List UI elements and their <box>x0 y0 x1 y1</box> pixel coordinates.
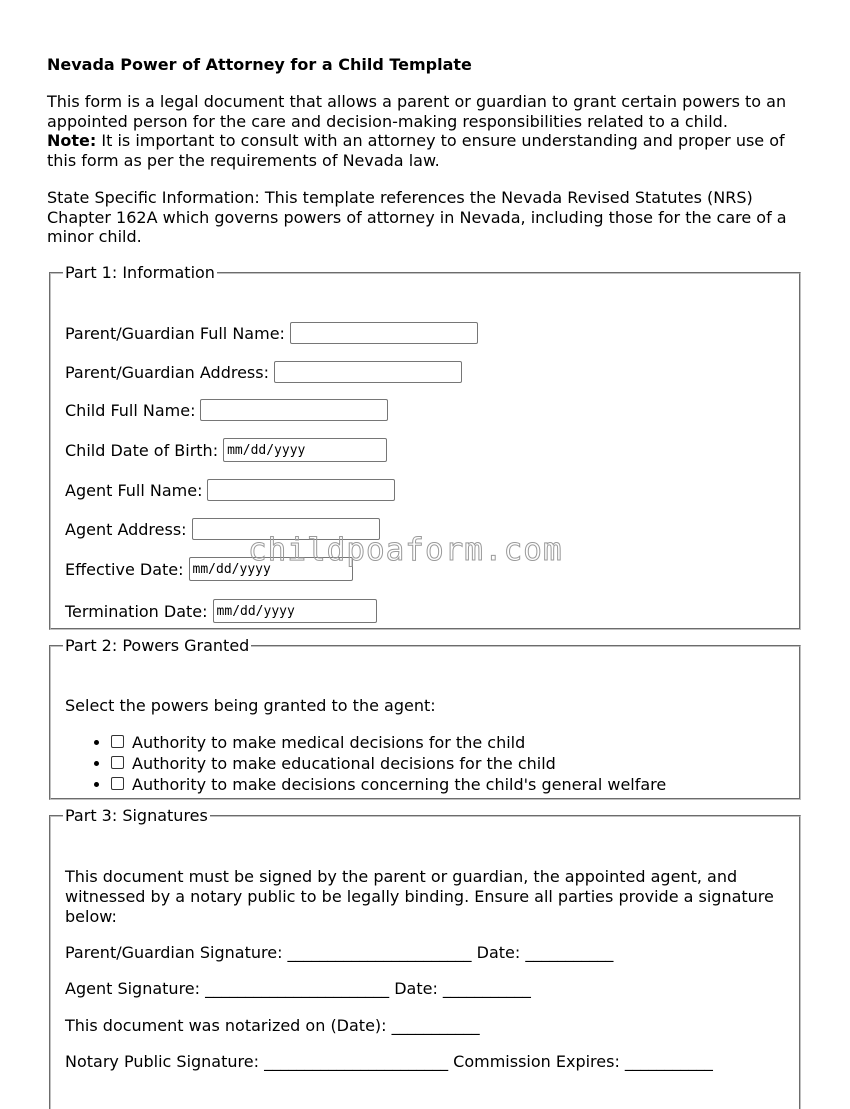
part1-fieldset <box>49 264 801 630</box>
parent-address-input[interactable] <box>274 361 462 383</box>
welfare-checkbox[interactable] <box>111 777 124 790</box>
child-dob-label: Child Date of Birth: <box>65 440 219 460</box>
note-label: Note: <box>47 131 97 151</box>
child-dob-row <box>65 438 387 462</box>
parent-address-row <box>65 361 462 383</box>
list-item <box>111 774 666 795</box>
part2-legend: Part 2: Powers Granted <box>65 636 250 655</box>
termination-date-label: Termination Date: <box>65 601 208 621</box>
power-label: Authority to make medical decisions for the child <box>132 733 526 752</box>
notarized-date-line: This document was notarized on (Date): ___________ <box>65 1016 480 1035</box>
parent-name-input[interactable] <box>290 322 478 344</box>
power-label: Authority to make educational decisions for the child <box>132 754 556 773</box>
agent-address-input[interactable] <box>192 518 380 540</box>
date-placeholder: mm/dd/yyyy <box>227 442 306 458</box>
part3-fieldset <box>49 807 801 1109</box>
date-placeholder: mm/dd/yyyy <box>216 603 295 619</box>
list-item <box>111 732 666 753</box>
parent-signature-line: Parent/Guardian Signature: _______________________ Date: ___________ <box>65 943 614 962</box>
agent-signature-line: Agent Signature: _______________________ Date: ___________ <box>65 979 531 998</box>
effective-date-row <box>65 557 353 581</box>
intro-paragraph <box>47 92 807 170</box>
note-text: It is important to consult with an attorney to ensure understanding and proper use of this form as per the requirements of Nevada law. <box>47 131 785 170</box>
termination-date-input[interactable] <box>213 599 377 623</box>
agent-name-input[interactable] <box>207 479 395 501</box>
agent-name-row <box>65 479 395 501</box>
medical-checkbox[interactable] <box>111 735 124 748</box>
signatures-intro: This document must be signed by the parent or guardian, the appointed agent, and witnessed by a notary public to be legally binding. Ensure all parties provide a signature below: <box>65 867 774 926</box>
list-item <box>111 753 666 774</box>
agent-address-row <box>65 518 380 540</box>
intro-text: This form is a legal document that allows a parent or guardian to grant certain powers to an appointed person for the care and decision-making responsibilities related to a child. <box>47 92 787 131</box>
powers-list <box>65 732 666 795</box>
child-name-label: Child Full Name: <box>65 400 196 420</box>
parent-name-row <box>65 322 478 344</box>
educational-checkbox[interactable] <box>111 756 124 769</box>
child-name-input[interactable] <box>200 399 388 421</box>
effective-date-label: Effective Date: <box>65 559 184 579</box>
power-label: Authority to make decisions concerning the child's general welfare <box>132 775 667 794</box>
child-name-row <box>65 399 388 421</box>
part3-legend: Part 3: Signatures <box>65 806 208 825</box>
state-info: State Specific Information: This template references the Nevada Revised Statutes (NRS) Chapter 162A which governs powers of attorney in Nevada, including those for the care of a minor child. <box>47 188 787 247</box>
effective-date-input[interactable] <box>189 557 353 581</box>
part1-legend: Part 1: Information <box>65 263 215 282</box>
parent-address-label: Parent/Guardian Address: <box>65 362 269 382</box>
agent-name-label: Agent Full Name: <box>65 480 203 500</box>
watermark: childpoaform.com <box>248 532 563 568</box>
notary-signature-line: Notary Public Signature: _______________________ Commission Expires: ___________ <box>65 1052 713 1071</box>
page-title: Nevada Power of Attorney for a Child Template <box>47 55 472 74</box>
date-placeholder: mm/dd/yyyy <box>192 561 271 577</box>
termination-date-row <box>65 599 377 623</box>
powers-intro: Select the powers being granted to the agent: <box>65 696 436 715</box>
parent-name-label: Parent/Guardian Full Name: <box>65 323 285 343</box>
child-dob-input[interactable] <box>223 438 387 462</box>
part2-fieldset <box>49 637 801 800</box>
agent-address-label: Agent Address: <box>65 519 187 539</box>
